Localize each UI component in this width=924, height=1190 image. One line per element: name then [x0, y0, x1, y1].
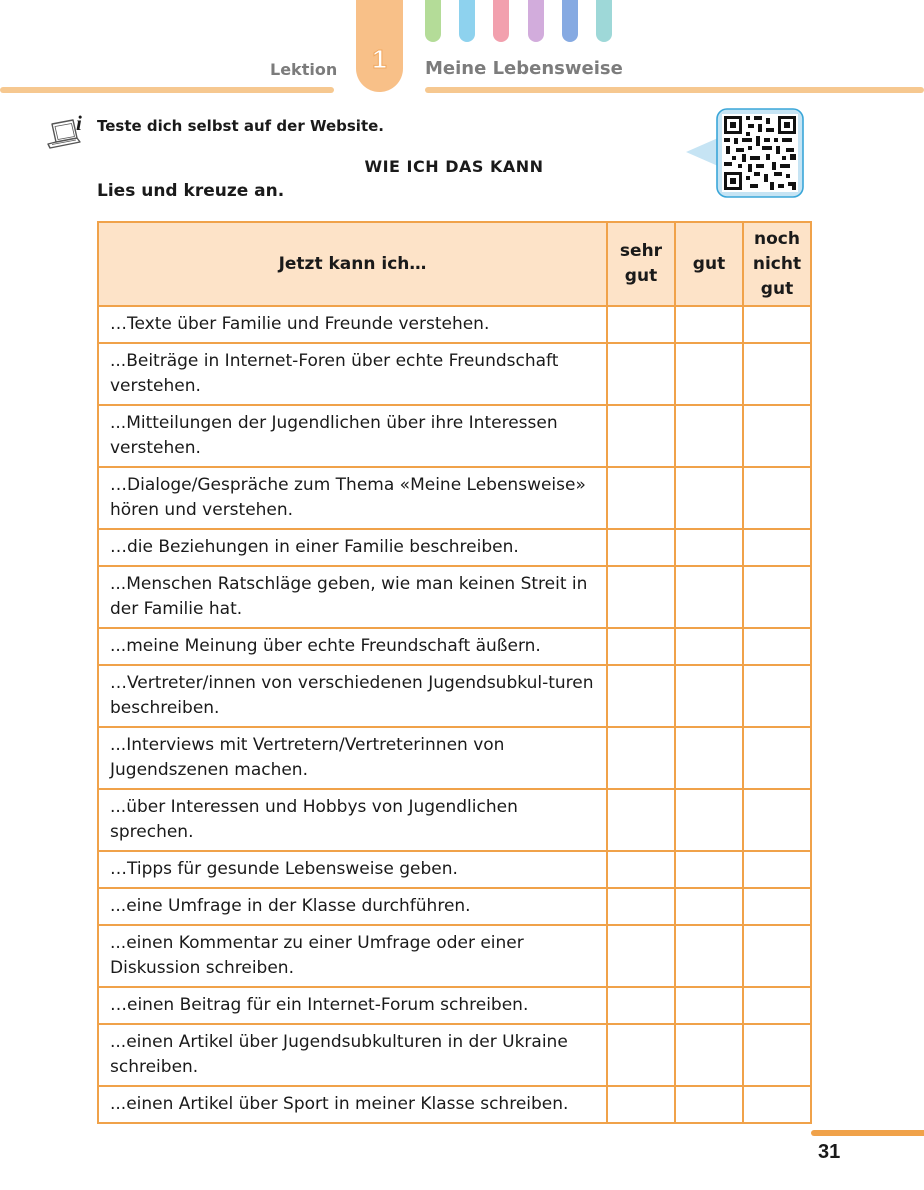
- website-hint: Teste dich selbst auf der Website.: [97, 117, 384, 135]
- table-row: [98, 665, 811, 727]
- lektion-label: Lektion: [270, 60, 338, 79]
- qr-code[interactable]: [684, 108, 808, 200]
- statement-cell: …Tipps für gesunde Lebensweise geben.: [98, 851, 607, 888]
- page-number: 31: [818, 1141, 841, 1163]
- checkbox-gut[interactable]: [675, 851, 743, 888]
- checkbox-gut[interactable]: [675, 566, 743, 628]
- statement-cell: ...eine Umfrage in der Klasse durchführen.: [98, 888, 607, 925]
- chapter-tab-blue: [459, 0, 475, 42]
- checkbox-noch-nicht-gut[interactable]: [743, 529, 811, 566]
- checkbox-gut[interactable]: [675, 343, 743, 405]
- checkbox-noch-nicht-gut[interactable]: [743, 306, 811, 343]
- checkbox-gut[interactable]: [675, 925, 743, 987]
- statement-cell: …einen Beitrag für ein Internet-Forum schreiben.: [98, 987, 607, 1024]
- checkbox-gut[interactable]: [675, 405, 743, 467]
- table-row: [98, 987, 811, 1024]
- checkbox-noch-nicht-gut[interactable]: [743, 628, 811, 665]
- checkbox-noch-nicht-gut[interactable]: [743, 888, 811, 925]
- checkbox-noch-nicht-gut[interactable]: [743, 925, 811, 987]
- checkbox-sehr-gut[interactable]: [607, 1086, 675, 1123]
- statement-cell: ...Menschen Ratschläge geben, wie man keinen Streit in der Familie hat.: [98, 566, 607, 628]
- table-row: [98, 851, 811, 888]
- checkbox-gut[interactable]: [675, 789, 743, 851]
- chapter-tab-purple: [528, 0, 544, 42]
- checkbox-noch-nicht-gut[interactable]: [743, 665, 811, 727]
- checkbox-gut[interactable]: [675, 467, 743, 529]
- checkbox-sehr-gut[interactable]: [607, 467, 675, 529]
- header-gut: gut: [675, 222, 743, 306]
- checkbox-noch-nicht-gut[interactable]: [743, 343, 811, 405]
- footer-rule: [811, 1130, 924, 1136]
- checkbox-noch-nicht-gut[interactable]: [743, 727, 811, 789]
- checkbox-gut[interactable]: [675, 727, 743, 789]
- statement-cell: ...meine Meinung über echte Freundschaft äußern.: [98, 628, 607, 665]
- table-row: [98, 1086, 811, 1123]
- header-rule-left: [0, 87, 334, 93]
- table-row: [98, 789, 811, 851]
- chapter-title: Meine Lebensweise: [425, 58, 623, 79]
- table-row: [98, 467, 811, 529]
- table-row: [98, 566, 811, 628]
- statement-cell: …Dialoge/Gespräche zum Thema «Meine Lebensweise» hören und verstehen.: [98, 467, 607, 529]
- checkbox-gut[interactable]: [675, 665, 743, 727]
- table-row: [98, 888, 811, 925]
- statement-cell: ...einen Kommentar zu einer Umfrage oder einer Diskussion schreiben.: [98, 925, 607, 987]
- checkbox-sehr-gut[interactable]: [607, 405, 675, 467]
- lesson-number: 1: [372, 44, 387, 74]
- table-row: [98, 343, 811, 405]
- checkbox-sehr-gut[interactable]: [607, 665, 675, 727]
- checkbox-sehr-gut[interactable]: [607, 566, 675, 628]
- header-noch-nicht-gut: noch nicht gut: [743, 222, 811, 306]
- checkbox-gut[interactable]: [675, 987, 743, 1024]
- laptop-info-icon: [46, 112, 92, 152]
- checkbox-noch-nicht-gut[interactable]: [743, 405, 811, 467]
- checkbox-gut[interactable]: [675, 1024, 743, 1086]
- table-header-row: [98, 222, 811, 306]
- checkbox-noch-nicht-gut[interactable]: [743, 1086, 811, 1123]
- checkbox-noch-nicht-gut[interactable]: [743, 566, 811, 628]
- checkbox-gut[interactable]: [675, 628, 743, 665]
- table-row: [98, 306, 811, 343]
- checkbox-gut[interactable]: [675, 306, 743, 343]
- checkbox-sehr-gut[interactable]: [607, 888, 675, 925]
- table-row: [98, 925, 811, 987]
- checkbox-gut[interactable]: [675, 888, 743, 925]
- table-row: [98, 727, 811, 789]
- checkbox-sehr-gut[interactable]: [607, 727, 675, 789]
- checkbox-sehr-gut[interactable]: [607, 529, 675, 566]
- checkbox-noch-nicht-gut[interactable]: [743, 851, 811, 888]
- table-row: [98, 405, 811, 467]
- chapter-tab-teal: [596, 0, 612, 42]
- header-sehr-gut: sehr gut: [607, 222, 675, 306]
- header-rule-right: [425, 87, 924, 93]
- chapter-tab-navy: [562, 0, 578, 42]
- statement-cell: ...über Interessen und Hobbys von Jugendlichen sprechen.: [98, 789, 607, 851]
- table-row: [98, 529, 811, 566]
- statement-cell: ...Beiträge in Internet-Foren über echte Freundschaft verstehen.: [98, 343, 607, 405]
- chapter-tab-pink: [493, 0, 509, 42]
- checkbox-noch-nicht-gut[interactable]: [743, 987, 811, 1024]
- statement-cell: ...einen Artikel über Jugendsubkulturen in der Ukraine schreiben.: [98, 1024, 607, 1086]
- statement-cell: ...Interviews mit Vertretern/Vertreterinnen von Jugendszenen machen.: [98, 727, 607, 789]
- checkbox-gut[interactable]: [675, 529, 743, 566]
- chapter-tab-green: [425, 0, 441, 42]
- section-title: WIE ICH DAS KANN: [364, 157, 544, 176]
- self-assessment-table: [97, 221, 812, 1124]
- checkbox-gut[interactable]: [675, 1086, 743, 1123]
- statement-cell: …Vertreter/innen von verschiedenen Jugendsubkul-turen beschreiben.: [98, 665, 607, 727]
- table-row: [98, 628, 811, 665]
- checkbox-sehr-gut[interactable]: [607, 343, 675, 405]
- checkbox-sehr-gut[interactable]: [607, 628, 675, 665]
- checkbox-noch-nicht-gut[interactable]: [743, 467, 811, 529]
- checkbox-sehr-gut[interactable]: [607, 306, 675, 343]
- table-row: [98, 1024, 811, 1086]
- statement-cell: …Texte über Familie und Freunde verstehen.: [98, 306, 607, 343]
- checkbox-sehr-gut[interactable]: [607, 987, 675, 1024]
- checkbox-sehr-gut[interactable]: [607, 1024, 675, 1086]
- statement-cell: …die Beziehungen in einer Familie beschreiben.: [98, 529, 607, 566]
- checkbox-noch-nicht-gut[interactable]: [743, 1024, 811, 1086]
- checkbox-noch-nicht-gut[interactable]: [743, 789, 811, 851]
- statement-cell: ...einen Artikel über Sport in meiner Klasse schreiben.: [98, 1086, 607, 1123]
- checkbox-sehr-gut[interactable]: [607, 851, 675, 888]
- checkbox-sehr-gut[interactable]: [607, 789, 675, 851]
- instruction: Lies und kreuze an.: [97, 181, 285, 201]
- header-statement: Jetzt kann ich…: [98, 222, 607, 306]
- statement-cell: ...Mitteilungen der Jugendlichen über ihre Interessen verstehen.: [98, 405, 607, 467]
- checkbox-sehr-gut[interactable]: [607, 925, 675, 987]
- svg-text:i: i: [76, 112, 82, 135]
